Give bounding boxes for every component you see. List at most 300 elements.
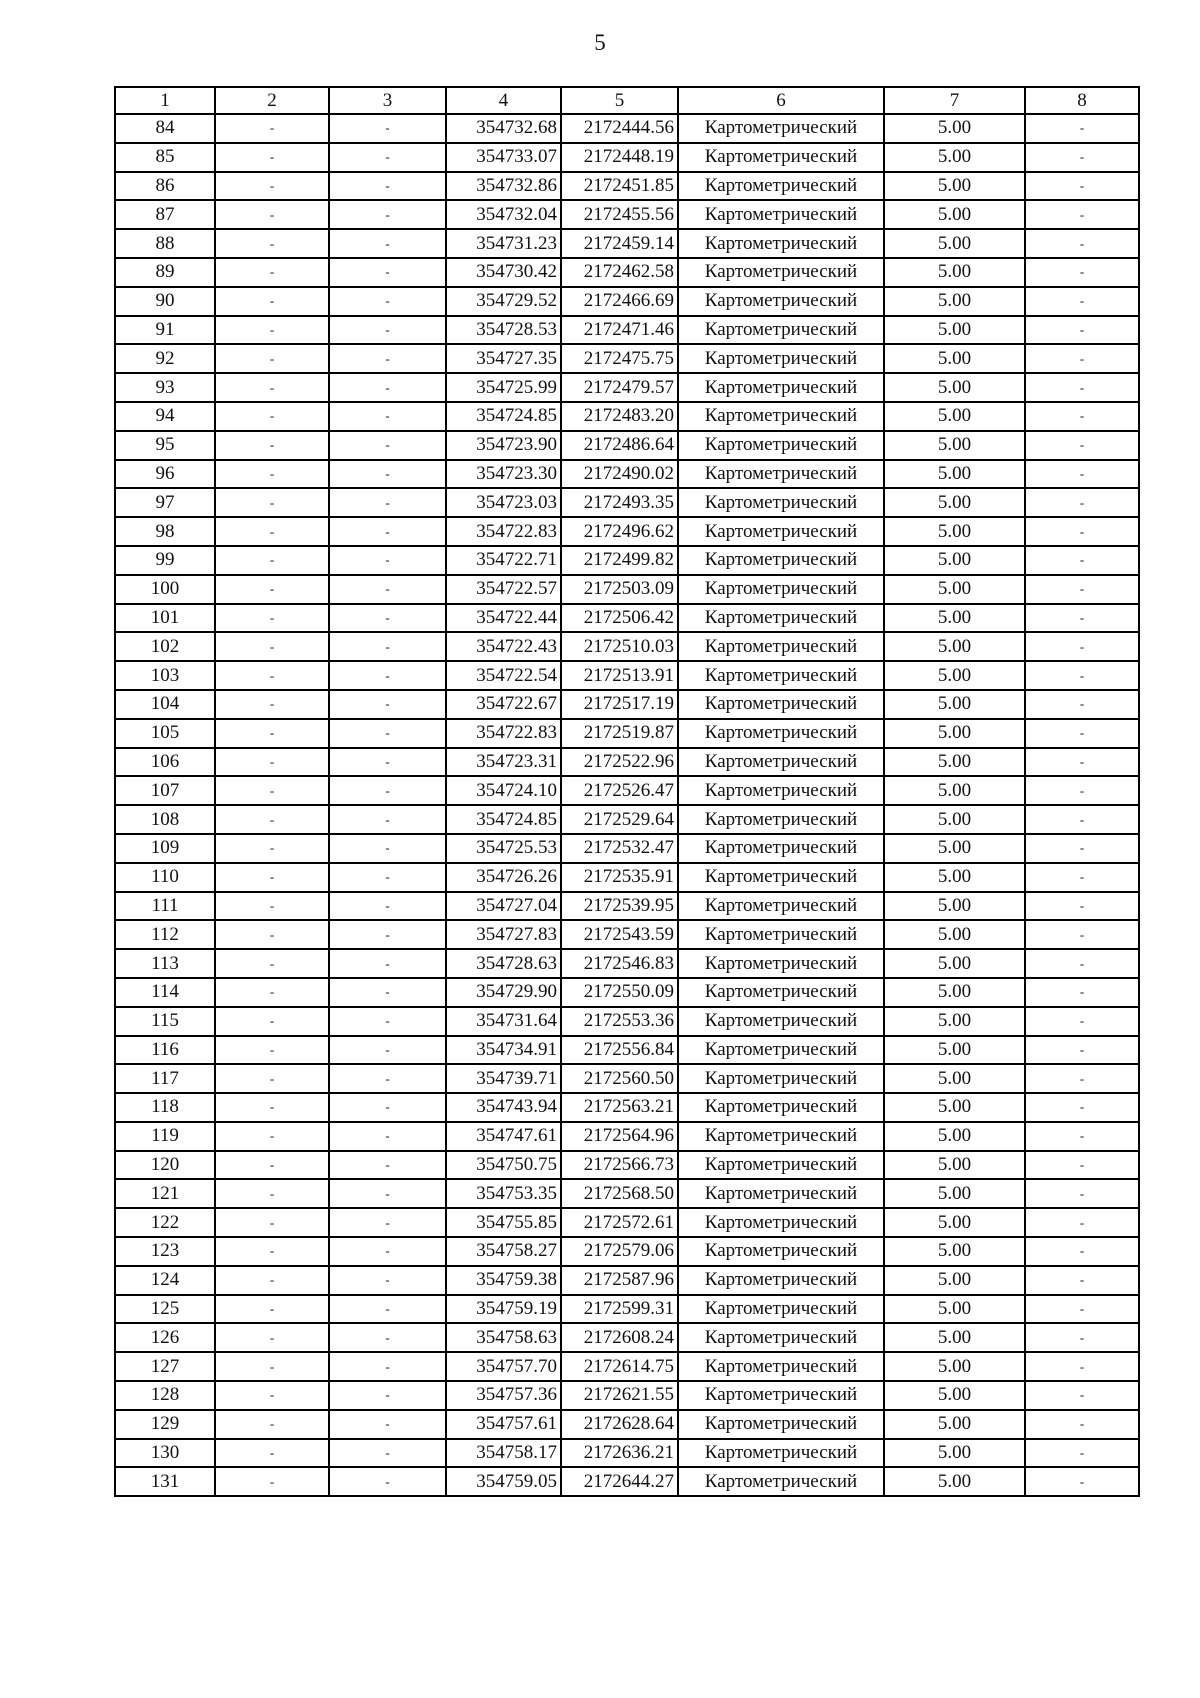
col3-cell: - [329,604,446,633]
accuracy-cell: 5.00 [884,978,1025,1007]
y-coordinate-cell: 2172608.24 [561,1323,678,1352]
x-coordinate-cell: 354728.53 [446,316,561,345]
col8-cell: - [1025,1467,1139,1496]
method-cell: Картометрический [678,200,884,229]
x-coordinate-cell: 354732.04 [446,200,561,229]
col2-cell: - [215,834,329,863]
method-cell: Картометрический [678,1036,884,1065]
table-row [115,373,1139,402]
accuracy-cell: 5.00 [884,488,1025,517]
col3-cell: - [329,1467,446,1496]
y-coordinate-cell: 2172636.21 [561,1439,678,1468]
x-coordinate-cell: 354727.35 [446,344,561,373]
col3-cell: - [329,114,446,143]
col2-cell: - [215,402,329,431]
col3-cell: - [329,1381,446,1410]
table-row [115,892,1139,921]
column-header: 4 [446,87,561,114]
y-coordinate-cell: 2172563.21 [561,1093,678,1122]
col2-cell: - [215,1467,329,1496]
col8-cell: - [1025,690,1139,719]
col8-cell: - [1025,978,1139,1007]
method-cell: Картометрический [678,1439,884,1468]
accuracy-cell: 5.00 [884,460,1025,489]
point-number-cell: 89 [115,258,215,287]
x-coordinate-cell: 354747.61 [446,1122,561,1151]
method-cell: Картометрический [678,1410,884,1439]
col8-cell: - [1025,1381,1139,1410]
point-number-cell: 117 [115,1064,215,1093]
method-cell: Картометрический [678,1266,884,1295]
col3-cell: - [329,719,446,748]
col2-cell: - [215,517,329,546]
point-number-cell: 126 [115,1323,215,1352]
column-header: 8 [1025,87,1139,114]
method-cell: Картометрический [678,460,884,489]
y-coordinate-cell: 2172628.64 [561,1410,678,1439]
col3-cell: - [329,805,446,834]
method-cell: Картометрический [678,172,884,201]
col2-cell: - [215,575,329,604]
accuracy-cell: 5.00 [884,1467,1025,1496]
table-row [115,978,1139,1007]
column-header: 1 [115,87,215,114]
y-coordinate-cell: 2172490.02 [561,460,678,489]
col3-cell: - [329,1410,446,1439]
col2-cell: - [215,632,329,661]
col3-cell: - [329,632,446,661]
x-coordinate-cell: 354722.57 [446,575,561,604]
column-header: 7 [884,87,1025,114]
table-row [115,316,1139,345]
table-row [115,1381,1139,1410]
col3-cell: - [329,460,446,489]
method-cell: Картометрический [678,575,884,604]
col3-cell: - [329,200,446,229]
method-cell: Картометрический [678,632,884,661]
coordinates-table [114,86,1140,1497]
y-coordinate-cell: 2172483.20 [561,402,678,431]
col2-cell: - [215,546,329,575]
col8-cell: - [1025,1007,1139,1036]
y-coordinate-cell: 2172517.19 [561,690,678,719]
point-number-cell: 91 [115,316,215,345]
point-number-cell: 110 [115,863,215,892]
table-row [115,172,1139,201]
col3-cell: - [329,258,446,287]
col8-cell: - [1025,1410,1139,1439]
x-coordinate-cell: 354758.63 [446,1323,561,1352]
y-coordinate-cell: 2172451.85 [561,172,678,201]
col3-cell: - [329,575,446,604]
method-cell: Картометрический [678,316,884,345]
col2-cell: - [215,1439,329,1468]
y-coordinate-cell: 2172546.83 [561,949,678,978]
col8-cell: - [1025,1064,1139,1093]
x-coordinate-cell: 354722.43 [446,632,561,661]
accuracy-cell: 5.00 [884,344,1025,373]
table-row [115,1064,1139,1093]
col8-cell: - [1025,287,1139,316]
col2-cell: - [215,316,329,345]
table-row [115,575,1139,604]
point-number-cell: 106 [115,748,215,777]
y-coordinate-cell: 2172566.73 [561,1151,678,1180]
point-number-cell: 95 [115,431,215,460]
col2-cell: - [215,661,329,690]
x-coordinate-cell: 354733.07 [446,143,561,172]
y-coordinate-cell: 2172475.75 [561,344,678,373]
point-number-cell: 116 [115,1036,215,1065]
accuracy-cell: 5.00 [884,719,1025,748]
col2-cell: - [215,1122,329,1151]
accuracy-cell: 5.00 [884,748,1025,777]
col3-cell: - [329,1352,446,1381]
col8-cell: - [1025,604,1139,633]
x-coordinate-cell: 354728.63 [446,949,561,978]
col3-cell: - [329,1323,446,1352]
point-number-cell: 123 [115,1237,215,1266]
y-coordinate-cell: 2172519.87 [561,719,678,748]
accuracy-cell: 5.00 [884,172,1025,201]
accuracy-cell: 5.00 [884,1237,1025,1266]
point-number-cell: 124 [115,1266,215,1295]
point-number-cell: 103 [115,661,215,690]
col2-cell: - [215,172,329,201]
col3-cell: - [329,1007,446,1036]
col8-cell: - [1025,863,1139,892]
y-coordinate-cell: 2172486.64 [561,431,678,460]
col3-cell: - [329,172,446,201]
x-coordinate-cell: 354730.42 [446,258,561,287]
y-coordinate-cell: 2172599.31 [561,1295,678,1324]
y-coordinate-cell: 2172466.69 [561,287,678,316]
x-coordinate-cell: 354726.26 [446,863,561,892]
method-cell: Картометрический [678,863,884,892]
table-row [115,431,1139,460]
column-header: 6 [678,87,884,114]
accuracy-cell: 5.00 [884,1151,1025,1180]
y-coordinate-cell: 2172513.91 [561,661,678,690]
method-cell: Картометрический [678,488,884,517]
table-body [115,114,1139,1496]
accuracy-cell: 5.00 [884,920,1025,949]
point-number-cell: 131 [115,1467,215,1496]
table-row [115,546,1139,575]
x-coordinate-cell: 354755.85 [446,1208,561,1237]
x-coordinate-cell: 354723.90 [446,431,561,460]
point-number-cell: 125 [115,1295,215,1324]
point-number-cell: 112 [115,920,215,949]
col2-cell: - [215,488,329,517]
method-cell: Картометрический [678,431,884,460]
point-number-cell: 120 [115,1151,215,1180]
table-header-row [115,87,1139,114]
point-number-cell: 104 [115,690,215,719]
col3-cell: - [329,892,446,921]
col8-cell: - [1025,373,1139,402]
col2-cell: - [215,1266,329,1295]
table-row [115,143,1139,172]
col3-cell: - [329,1151,446,1180]
accuracy-cell: 5.00 [884,200,1025,229]
accuracy-cell: 5.00 [884,892,1025,921]
table-row [115,488,1139,517]
table-row [115,1237,1139,1266]
method-cell: Картометрический [678,719,884,748]
accuracy-cell: 5.00 [884,402,1025,431]
point-number-cell: 119 [115,1122,215,1151]
point-number-cell: 97 [115,488,215,517]
col8-cell: - [1025,431,1139,460]
col3-cell: - [329,1208,446,1237]
accuracy-cell: 5.00 [884,604,1025,633]
col8-cell: - [1025,1122,1139,1151]
col2-cell: - [215,978,329,1007]
table-row [115,1323,1139,1352]
col3-cell: - [329,661,446,690]
method-cell: Картометрический [678,229,884,258]
point-number-cell: 130 [115,1439,215,1468]
col3-cell: - [329,949,446,978]
method-cell: Картометрический [678,1151,884,1180]
col2-cell: - [215,1151,329,1180]
point-number-cell: 87 [115,200,215,229]
method-cell: Картометрический [678,1093,884,1122]
col2-cell: - [215,1179,329,1208]
point-number-cell: 102 [115,632,215,661]
col3-cell: - [329,748,446,777]
x-coordinate-cell: 354724.10 [446,776,561,805]
y-coordinate-cell: 2172644.27 [561,1467,678,1496]
col8-cell: - [1025,460,1139,489]
col3-cell: - [329,1266,446,1295]
method-cell: Картометрический [678,978,884,1007]
x-coordinate-cell: 354759.05 [446,1467,561,1496]
accuracy-cell: 5.00 [884,863,1025,892]
col3-cell: - [329,488,446,517]
col2-cell: - [215,114,329,143]
point-number-cell: 128 [115,1381,215,1410]
col2-cell: - [215,1007,329,1036]
method-cell: Картометрический [678,287,884,316]
col8-cell: - [1025,776,1139,805]
point-number-cell: 111 [115,892,215,921]
col8-cell: - [1025,114,1139,143]
accuracy-cell: 5.00 [884,632,1025,661]
method-cell: Картометрический [678,258,884,287]
method-cell: Картометрический [678,1381,884,1410]
accuracy-cell: 5.00 [884,575,1025,604]
point-number-cell: 96 [115,460,215,489]
accuracy-cell: 5.00 [884,1439,1025,1468]
point-number-cell: 127 [115,1352,215,1381]
y-coordinate-cell: 2172568.50 [561,1179,678,1208]
col2-cell: - [215,1064,329,1093]
method-cell: Картометрический [678,604,884,633]
x-coordinate-cell: 354725.53 [446,834,561,863]
col8-cell: - [1025,1036,1139,1065]
col8-cell: - [1025,143,1139,172]
point-number-cell: 98 [115,517,215,546]
col3-cell: - [329,402,446,431]
table-row [115,834,1139,863]
col2-cell: - [215,1237,329,1266]
col8-cell: - [1025,546,1139,575]
col2-cell: - [215,920,329,949]
y-coordinate-cell: 2172529.64 [561,805,678,834]
x-coordinate-cell: 354722.44 [446,604,561,633]
accuracy-cell: 5.00 [884,1122,1025,1151]
point-number-cell: 105 [115,719,215,748]
col2-cell: - [215,1295,329,1324]
col3-cell: - [329,978,446,1007]
method-cell: Картометрический [678,920,884,949]
x-coordinate-cell: 354732.68 [446,114,561,143]
col8-cell: - [1025,258,1139,287]
col3-cell: - [329,1122,446,1151]
page-number: 5 [594,30,606,55]
col3-cell: - [329,373,446,402]
table-row [115,1208,1139,1237]
col8-cell: - [1025,1323,1139,1352]
point-number-cell: 93 [115,373,215,402]
accuracy-cell: 5.00 [884,690,1025,719]
col2-cell: - [215,719,329,748]
x-coordinate-cell: 354739.71 [446,1064,561,1093]
y-coordinate-cell: 2172522.96 [561,748,678,777]
x-coordinate-cell: 354734.91 [446,1036,561,1065]
y-coordinate-cell: 2172564.96 [561,1122,678,1151]
col8-cell: - [1025,229,1139,258]
point-number-cell: 108 [115,805,215,834]
y-coordinate-cell: 2172553.36 [561,1007,678,1036]
table-row [115,1410,1139,1439]
col8-cell: - [1025,402,1139,431]
col3-cell: - [329,776,446,805]
x-coordinate-cell: 354757.61 [446,1410,561,1439]
table-row [115,1007,1139,1036]
col3-cell: - [329,1093,446,1122]
x-coordinate-cell: 354753.35 [446,1179,561,1208]
col3-cell: - [329,920,446,949]
table-row [115,402,1139,431]
col8-cell: - [1025,805,1139,834]
x-coordinate-cell: 354759.38 [446,1266,561,1295]
method-cell: Картометрический [678,1467,884,1496]
x-coordinate-cell: 354731.64 [446,1007,561,1036]
point-number-cell: 107 [115,776,215,805]
table-row [115,287,1139,316]
col3-cell: - [329,143,446,172]
accuracy-cell: 5.00 [884,776,1025,805]
column-header: 3 [329,87,446,114]
table-row [115,1439,1139,1468]
col2-cell: - [215,863,329,892]
y-coordinate-cell: 2172503.09 [561,575,678,604]
accuracy-cell: 5.00 [884,1266,1025,1295]
table-row [115,344,1139,373]
col8-cell: - [1025,1439,1139,1468]
col8-cell: - [1025,834,1139,863]
y-coordinate-cell: 2172444.56 [561,114,678,143]
method-cell: Картометрический [678,1208,884,1237]
y-coordinate-cell: 2172614.75 [561,1352,678,1381]
y-coordinate-cell: 2172550.09 [561,978,678,1007]
x-coordinate-cell: 354731.23 [446,229,561,258]
col2-cell: - [215,604,329,633]
col8-cell: - [1025,1352,1139,1381]
method-cell: Картометрический [678,143,884,172]
y-coordinate-cell: 2172506.42 [561,604,678,633]
method-cell: Картометрический [678,1295,884,1324]
y-coordinate-cell: 2172479.57 [561,373,678,402]
accuracy-cell: 5.00 [884,287,1025,316]
x-coordinate-cell: 354724.85 [446,805,561,834]
y-coordinate-cell: 2172448.19 [561,143,678,172]
col3-cell: - [329,316,446,345]
x-coordinate-cell: 354722.67 [446,690,561,719]
accuracy-cell: 5.00 [884,517,1025,546]
table-row [115,776,1139,805]
table-row [115,863,1139,892]
col2-cell: - [215,258,329,287]
table-row [115,460,1139,489]
col8-cell: - [1025,172,1139,201]
y-coordinate-cell: 2172459.14 [561,229,678,258]
col3-cell: - [329,1179,446,1208]
col8-cell: - [1025,344,1139,373]
col2-cell: - [215,460,329,489]
col2-cell: - [215,1410,329,1439]
col3-cell: - [329,863,446,892]
table-row [115,1179,1139,1208]
y-coordinate-cell: 2172572.61 [561,1208,678,1237]
accuracy-cell: 5.00 [884,1007,1025,1036]
col2-cell: - [215,143,329,172]
col2-cell: - [215,1036,329,1065]
point-number-cell: 88 [115,229,215,258]
y-coordinate-cell: 2172556.84 [561,1036,678,1065]
col8-cell: - [1025,1151,1139,1180]
accuracy-cell: 5.00 [884,1352,1025,1381]
x-coordinate-cell: 354743.94 [446,1093,561,1122]
accuracy-cell: 5.00 [884,1208,1025,1237]
method-cell: Картометрический [678,949,884,978]
col8-cell: - [1025,488,1139,517]
col2-cell: - [215,892,329,921]
col8-cell: - [1025,748,1139,777]
y-coordinate-cell: 2172493.35 [561,488,678,517]
point-number-cell: 86 [115,172,215,201]
point-number-cell: 113 [115,949,215,978]
point-number-cell: 99 [115,546,215,575]
col8-cell: - [1025,892,1139,921]
x-coordinate-cell: 354723.30 [446,460,561,489]
col8-cell: - [1025,661,1139,690]
point-number-cell: 114 [115,978,215,1007]
table-row [115,632,1139,661]
col3-cell: - [329,517,446,546]
point-number-cell: 109 [115,834,215,863]
col8-cell: - [1025,316,1139,345]
method-cell: Картометрический [678,1064,884,1093]
point-number-cell: 129 [115,1410,215,1439]
method-cell: Картометрический [678,1122,884,1151]
method-cell: Картометрический [678,1323,884,1352]
method-cell: Картометрический [678,517,884,546]
col3-cell: - [329,1036,446,1065]
